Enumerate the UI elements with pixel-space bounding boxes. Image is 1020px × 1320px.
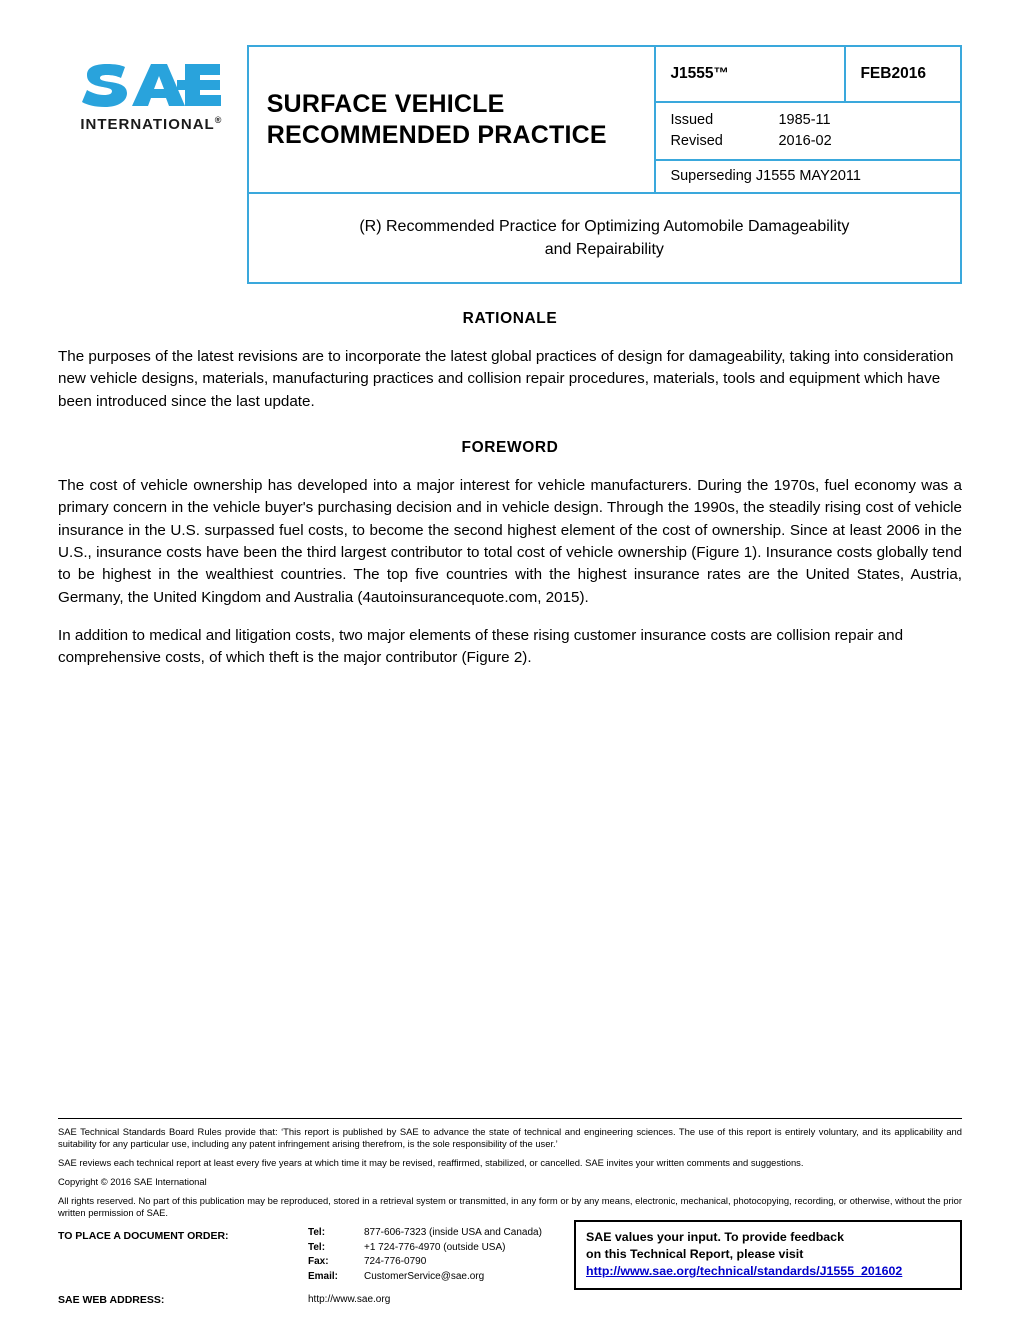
feedback-line-2: on this Technical Report, please visit	[586, 1247, 804, 1262]
subject-line-1: (R) Recommended Practice for Optimizing Automobile Damageability	[359, 217, 850, 235]
header-info-table	[247, 45, 962, 284]
contact-list	[308, 1226, 542, 1284]
feedback-line-1: SAE values your input. To provide feedback	[586, 1230, 844, 1245]
web-address-row	[58, 1294, 962, 1306]
title-line-2: RECOMMENDED PRACTICE	[266, 120, 607, 149]
footer-copyright: Copyright © 2016 SAE International	[58, 1175, 207, 1187]
contact-key: Tel:	[308, 1241, 326, 1253]
contact-value: 877-606-7323 (inside USA and Canada)	[364, 1227, 542, 1238]
superseding-text: Superseding J1555 MAY2011	[655, 160, 961, 193]
revised-value: 2016-02	[778, 133, 832, 150]
contact-key: Tel:	[308, 1227, 326, 1238]
web-address-value[interactable]: http://www.sae.org	[308, 1294, 391, 1305]
footer-legal-1: SAE Technical Standards Board Rules provide that: ‘This report is published by SAE to advance the state of technical and engineering sciences. The use of this report is entirely voluntary, and its applicability and suitability for any particular use, including any patent infringement arising therefrom, is the sole responsibility of the user.’	[58, 1125, 962, 1149]
feedback-box	[574, 1220, 962, 1290]
subject-line-2: and Repairability	[544, 241, 664, 259]
foreword-heading: FOREWORD	[461, 439, 559, 457]
contact-value: 724-776-0790	[364, 1256, 427, 1267]
document-header	[58, 0, 962, 284]
sae-international-label: INTERNATIONAL®	[80, 115, 223, 133]
document-body	[58, 310, 962, 670]
feedback-link[interactable]: http://www.sae.org/technical/standards/J1555_201602	[586, 1264, 903, 1279]
contact-value[interactable]: CustomerService@sae.org	[364, 1270, 485, 1282]
contact-key: Fax:	[308, 1256, 329, 1267]
rationale-paragraph: The purposes of the latest revisions are to incorporate the latest global practices of design for damageability, taking into consideration new vehicle designs, materials, manufacturing practices and collision repair procedures, materials, tools and equipment which have been introduced since the last update.	[58, 348, 954, 410]
issue-revision-cell	[655, 102, 961, 160]
rationale-heading: RATIONALE	[462, 310, 558, 328]
footer-divider	[58, 1118, 962, 1119]
contact-key: Email:	[308, 1270, 339, 1282]
document-title-cell	[248, 46, 656, 193]
sae-logo-icon	[81, 59, 221, 111]
footer-legal-3: All rights reserved. No part of this publication may be reproduced, stored in a retrieval system or transmitted, in any form or by any means, electronic, mechanical, photocopying, recording, or otherwise, without the prior written permission of SAE.	[58, 1194, 962, 1218]
contact-row	[308, 1255, 542, 1270]
document-number: J1555™	[655, 46, 845, 102]
web-address-label: SAE WEB ADDRESS:	[58, 1294, 165, 1306]
contact-value: +1 724-776-4970 (outside USA)	[364, 1241, 506, 1253]
issued-label-text: Issued	[670, 112, 714, 128]
foreword-paragraph-1: The cost of vehicle ownership has developed into a major interest for vehicle manufacturers. During the 1970s, fuel economy was a primary concern in the vehicle buyer's purchasing decision and in vehicle design. Through the 1990s, the steadily rising cost of vehicle insurance in the U.S. surpassed fuel costs, to become the second highest element of the cost of ownership. Since at least 2006 in the U.S., insurance costs have been the third largest contributor to total cost of vehicle ownership (Figure 1). Insurance costs globally tend to be highest in the wealthiest countries. The top five countries with the highest insurance rates are the United States, Austria, Germany, the United Kingdom and Australia (4autoinsurancequote.com, 2015).	[58, 477, 962, 606]
sae-logo-block	[58, 45, 245, 133]
contact-row	[308, 1241, 542, 1256]
issued-value: 1985-11	[778, 112, 831, 128]
foreword-paragraph-2: In addition to medical and litigation costs, two major elements of these rising customer insurance costs are collision repair and comprehensive costs, of which theft is the major contributor (Figure 2).	[58, 627, 904, 667]
footer-legal-2: SAE reviews each technical report at least every five years at which time it may be revised, reaffirmed, stabilized, or cancelled. SAE invites your written comments and suggestions.	[58, 1156, 804, 1168]
document-footer	[58, 1118, 962, 1306]
document-subject-cell	[248, 193, 961, 283]
document-date: FEB2016	[845, 46, 961, 102]
contact-row	[308, 1226, 542, 1241]
revised-label-text: Revised	[670, 133, 723, 150]
contact-row	[308, 1270, 542, 1285]
title-line-1: SURFACE VEHICLE	[266, 90, 505, 119]
order-label: TO PLACE A DOCUMENT ORDER:	[58, 1230, 229, 1242]
